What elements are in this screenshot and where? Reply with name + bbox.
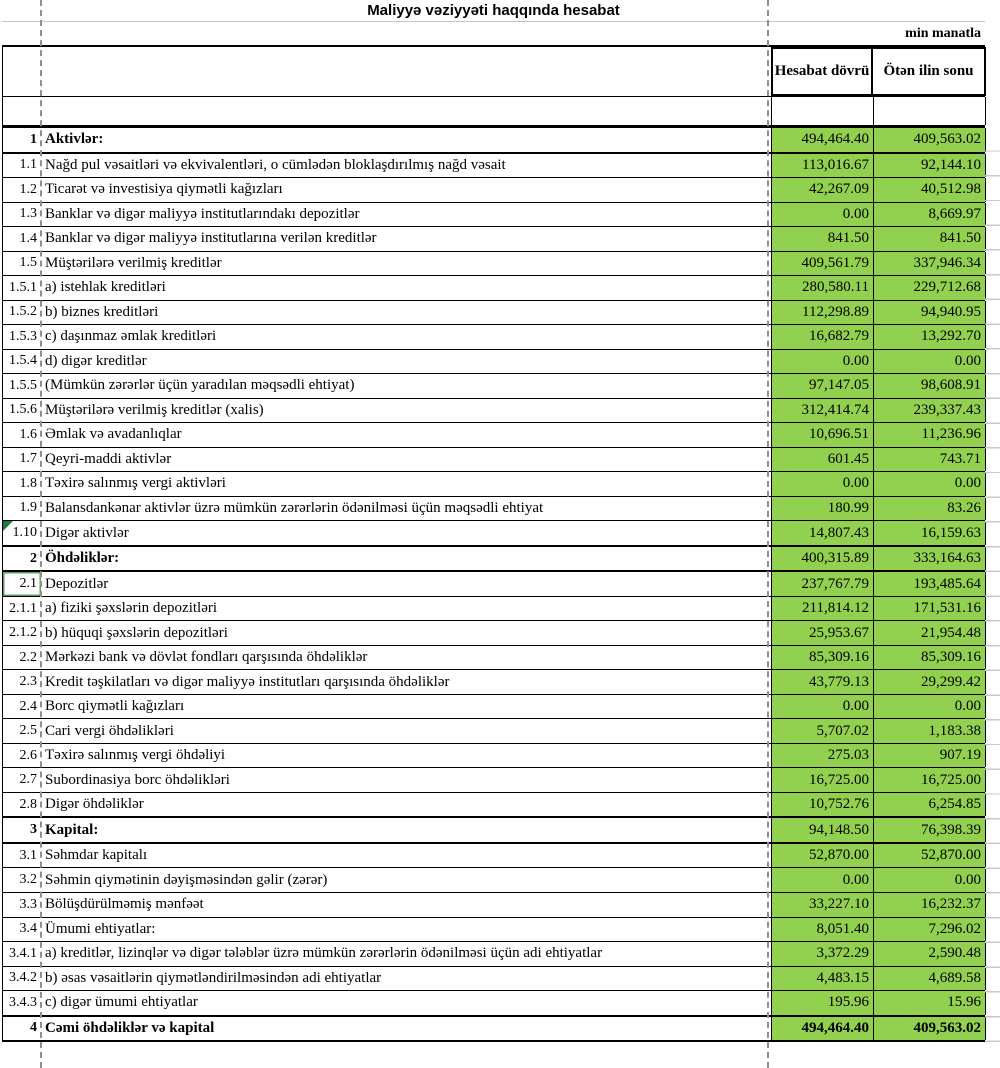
table-row [3,497,985,522]
row-label-cell[interactable]: Əmlak və avadanlıqlar [45,426,182,443]
row-label-cell[interactable]: Aktivlər: [45,131,104,148]
previous-period-cell[interactable]: 85,309.16 [873,646,986,670]
current-period-cell[interactable]: 237,767.79 [771,572,873,596]
row-number-cell[interactable]: 2.1.2 [9,625,37,641]
current-period-cell[interactable]: 3,372.29 [771,942,873,966]
previous-period-cell[interactable]: 4,689.58 [873,967,986,991]
empty-row [2,97,985,127]
previous-period-cell[interactable]: 92,144.10 [873,154,986,178]
row-label-cell[interactable]: Müştərilərə verilmiş kreditlər (xalis) [45,401,264,418]
current-period-cell[interactable]: 280,580.11 [771,276,873,300]
row-number-cell[interactable]: 1 [30,131,37,147]
row-label-cell[interactable]: Subordinasiya borc öhdəlikləri [45,771,230,788]
table-row [3,793,985,818]
row-number-cell[interactable]: 1.9 [19,500,37,516]
row-label-cell[interactable]: Digər aktivlər [45,524,129,541]
table-row [3,893,985,918]
row-number-cell[interactable]: 1.7 [19,451,37,467]
table-row [3,967,985,992]
table-row [3,621,985,646]
row-number-cell[interactable]: 2 [30,550,37,566]
header-current-period[interactable]: Hesabat dövrü [771,47,873,96]
previous-period-cell[interactable]: 333,164.63 [873,547,986,571]
current-period-cell[interactable]: 400,315.89 [771,547,873,571]
row-number-cell[interactable]: 3.4.2 [9,970,37,986]
table-row [3,325,985,350]
previous-period-cell[interactable]: 171,531.16 [873,597,986,621]
previous-period-cell[interactable]: 337,946.34 [873,252,986,276]
row-label-cell[interactable]: Mərkəzi bank və dövlət fondları qarşısında öhdəliklər [45,649,368,666]
row-number-cell[interactable]: 1.5 [19,255,37,271]
current-period-cell[interactable]: 33,227.10 [771,893,873,917]
row-number-cell[interactable]: 3.2 [19,872,37,888]
current-period-cell[interactable]: 275.03 [771,744,873,768]
row-number-cell[interactable]: 1.4 [19,230,37,246]
current-period-cell[interactable]: 601.45 [771,448,873,472]
report-title[interactable]: Maliyyə vəziyyəti haqqında hesabat [367,2,620,19]
page-break-line [40,0,42,1068]
current-period-cell[interactable]: 0.00 [771,868,873,892]
table-row [3,646,985,671]
row-number-cell[interactable]: 2.2 [19,649,37,665]
table-header-row [2,45,985,97]
row-label-cell[interactable]: Müştərilərə verilmiş kreditlər [45,254,222,271]
current-period-cell[interactable]: 25,953.67 [771,621,873,645]
financial-statement-table [2,0,985,1042]
row-label-cell[interactable]: Kapital: [45,821,99,838]
table-row [3,695,985,720]
row-label-cell[interactable]: Qeyri-maddi aktivlər [45,450,172,467]
table-body [2,127,985,1042]
previous-period-cell[interactable]: 907.19 [873,744,986,768]
previous-period-cell[interactable]: 239,337.43 [873,399,986,423]
row-number-cell[interactable]: 3.4.3 [9,994,37,1010]
row-label-cell[interactable]: Digər öhdəliklər [45,796,144,813]
current-period-cell[interactable]: 312,414.74 [771,399,873,423]
row-number-cell[interactable]: 3.3 [19,896,37,912]
row-label-cell[interactable]: d) digər kreditlər [45,352,147,369]
row-number-cell[interactable]: 1.5.5 [9,377,37,393]
previous-period-cell[interactable]: 83.26 [873,497,986,521]
header-previous-period[interactable]: Ötən ilin sonu [873,47,986,96]
row-label-cell[interactable]: Cəmi öhdəliklər və kapital [45,1019,215,1036]
table-row [3,844,985,869]
table-row [3,178,985,203]
table-row [3,276,985,301]
empty-label-cell[interactable] [41,97,771,125]
page-break-line [767,0,769,1068]
header-label-cell[interactable] [41,47,771,96]
current-period-cell[interactable]: 10,752.76 [771,793,873,817]
previous-period-cell[interactable]: 11,236.96 [873,423,986,447]
current-period-cell[interactable]: 0.00 [771,203,873,227]
previous-period-cell[interactable]: 409,563.02 [873,1017,986,1041]
table-row [3,301,985,326]
table-row [3,374,985,399]
current-period-cell[interactable]: 16,682.79 [771,325,873,349]
row-label-cell[interactable]: Borc qiymətli kağızları [45,698,185,715]
row-number-cell[interactable]: 1.5.6 [9,402,37,418]
table-row [3,448,985,473]
row-label-cell[interactable]: Nağd pul vəsaitləri və ekvivalentləri, o cümlədən bloklaşdırılmış nağd vəsait [45,156,506,173]
table-row [3,942,985,967]
current-period-cell[interactable]: 5,707.02 [771,719,873,743]
current-period-cell[interactable]: 0.00 [771,350,873,374]
current-period-cell[interactable]: 113,016.67 [771,154,873,178]
table-row [3,227,985,252]
row-label-cell[interactable]: Ticarət və investisiya qiymətli kağızları [45,181,283,198]
previous-period-cell[interactable]: 6,254.85 [873,793,986,817]
current-period-cell[interactable]: 0.00 [771,695,873,719]
row-label-cell[interactable]: Cari vergi öhdəlikləri [45,722,174,739]
previous-period-cell[interactable]: 8,669.97 [873,203,986,227]
row-number-cell[interactable]: 1.3 [19,206,37,222]
row-label-cell[interactable]: b) əsas vəsaitlərin qiymətləndirilməsindən adi ehtiyatlar [45,969,382,986]
table-row [3,546,985,573]
table-row [3,670,985,695]
current-period-cell[interactable]: 42,267.09 [771,178,873,202]
current-period-cell[interactable]: 211,814.12 [771,597,873,621]
row-number-cell[interactable]: 1.10 [3,521,41,545]
row-label-cell[interactable]: Balansdankənar aktivlər üzrə mümkün zərərlərin ödənilməsi üçün məqsədli ehtiyat [45,499,544,516]
row-label-cell[interactable]: Ümumi ehtiyatlar: [45,920,156,937]
current-period-cell[interactable]: 94,148.50 [771,818,873,842]
table-row [3,991,985,1016]
current-period-cell[interactable]: 180.99 [771,497,873,521]
previous-period-cell[interactable]: 16,232.37 [873,893,986,917]
row-number-cell[interactable]: 3.4 [19,921,37,937]
row-label-cell[interactable]: Öhdəliklər: [45,550,120,567]
row-number-cell[interactable]: 1.5.4 [9,353,37,369]
row-number-cell[interactable]: 3.4.1 [9,945,37,961]
row-label-cell[interactable]: Banklar və digər maliyyə institutlarındakı depozitlər [45,205,360,222]
header-number-cell[interactable] [3,47,41,96]
previous-period-cell[interactable]: 98,608.91 [873,374,986,398]
table-row [3,127,985,154]
table-row [3,597,985,622]
row-number-cell[interactable]: 3 [30,822,37,838]
row-label-cell[interactable]: Kredit təşkilatları və digər maliyyə institutları qarşısında öhdəliklər [45,673,450,690]
row-label-cell[interactable]: b) hüquqi şəxslərin depozitləri [45,624,228,641]
current-period-cell[interactable]: 16,725.00 [771,768,873,792]
previous-period-cell[interactable]: 13,292.70 [873,325,986,349]
table-row [3,350,985,375]
row-number-cell[interactable]: 2.8 [19,796,37,812]
report-title-row [2,0,985,22]
table-row [3,252,985,277]
previous-period-cell[interactable]: 15.96 [873,991,986,1015]
table-row [3,1016,985,1043]
row-number-cell[interactable]: 2.6 [19,747,37,763]
row-number-cell[interactable]: 2.1 [3,572,41,596]
unit-row [2,22,985,45]
table-row [3,868,985,893]
row-number-cell[interactable]: 3.1 [19,847,37,863]
table-row [3,719,985,744]
row-label-cell[interactable]: Səhmin qiymətinin dəyişməsindən gəlir (zərər) [45,871,328,888]
table-row [3,918,985,943]
current-period-cell[interactable]: 97,147.05 [771,374,873,398]
row-number-cell[interactable]: 2.1.1 [9,600,37,616]
previous-period-cell[interactable]: 0.00 [873,695,986,719]
row-number-cell[interactable]: 1.5.3 [9,328,37,344]
empty-current-cell[interactable] [771,97,873,125]
row-label-cell[interactable]: Səhmdar kapitalı [45,847,148,864]
current-period-cell[interactable]: 0.00 [771,472,873,496]
row-label-cell[interactable]: a) fiziki şəxslərin depozitləri [45,600,218,617]
previous-period-cell[interactable]: 409,563.02 [873,128,986,152]
current-period-cell[interactable]: 85,309.16 [771,646,873,670]
current-period-cell[interactable]: 52,870.00 [771,844,873,868]
row-label-cell[interactable]: (Mümkün zərərlər üçün yaradılan məqsədli ehtiyat) [45,377,355,394]
previous-period-cell[interactable]: 7,296.02 [873,918,986,942]
previous-period-cell[interactable]: 52,870.00 [873,844,986,868]
previous-period-cell[interactable]: 76,398.39 [873,818,986,842]
row-number-cell[interactable]: 2.5 [19,723,37,739]
unit-label[interactable]: min manatla [905,25,981,41]
row-label-cell[interactable]: b) biznes kreditləri [45,303,159,320]
previous-period-cell[interactable]: 16,159.63 [873,521,986,545]
empty-number-cell[interactable] [3,97,41,125]
previous-period-cell[interactable]: 29,299.42 [873,670,986,694]
table-row [3,817,985,844]
current-period-cell[interactable]: 841.50 [771,227,873,251]
previous-period-cell[interactable]: 2,590.48 [873,942,986,966]
previous-period-cell[interactable]: 1,183.38 [873,719,986,743]
previous-period-cell[interactable]: 40,512.98 [873,178,986,202]
table-row [3,768,985,793]
previous-period-cell[interactable]: 743.71 [873,448,986,472]
current-period-cell[interactable]: 409,561.79 [771,252,873,276]
current-period-cell[interactable]: 4,483.15 [771,967,873,991]
row-number-cell[interactable]: 1.5.1 [9,279,37,295]
table-row [3,572,985,597]
row-label-cell[interactable]: c) daşınmaz əmlak kreditləri [45,328,217,345]
table-row [3,423,985,448]
row-label-cell[interactable]: Təxirə salınmış vergi aktivləri [45,475,226,492]
table-row [3,399,985,424]
previous-period-cell[interactable]: 193,485.64 [873,572,986,596]
row-label-cell[interactable]: Təxirə salınmış vergi öhdəliyi [45,747,226,764]
current-period-cell[interactable]: 8,051.40 [771,918,873,942]
row-label-cell[interactable]: Bölüşdürülməmiş mənfəət [45,896,204,913]
row-number-cell[interactable]: 2.7 [19,772,37,788]
row-number-cell[interactable]: 1.6 [19,426,37,442]
table-row [3,203,985,228]
row-label-cell[interactable]: Depozitlər [45,575,109,592]
previous-period-cell[interactable]: 0.00 [873,350,986,374]
row-number-cell[interactable]: 1.1 [19,157,37,173]
previous-period-cell[interactable]: 94,940.95 [873,301,986,325]
row-number-cell[interactable]: 2.4 [19,698,37,714]
row-number-cell[interactable]: 4 [30,1020,37,1036]
row-number-cell[interactable]: 2.3 [19,674,37,690]
row-label-cell[interactable]: c) digər ümumi ehtiyatlar [45,994,198,1011]
table-row [3,521,985,546]
row-number-cell[interactable]: 1.2 [19,181,37,197]
current-period-cell[interactable]: 43,779.13 [771,670,873,694]
current-period-cell[interactable]: 14,807.43 [771,521,873,545]
current-period-cell[interactable]: 10,696.51 [771,423,873,447]
row-number-cell[interactable]: 1.8 [19,475,37,491]
row-label-cell[interactable]: Banklar və digər maliyyə institutlarına verilən kreditlər [45,230,377,247]
current-period-cell[interactable]: 112,298.89 [771,301,873,325]
row-number-cell[interactable]: 1.5.2 [9,304,37,320]
current-period-cell[interactable]: 494,464.40 [771,128,873,152]
table-row [3,472,985,497]
table-row [3,744,985,769]
previous-period-cell[interactable]: 841.50 [873,227,986,251]
sheet-gutter [985,127,1000,1042]
empty-previous-cell[interactable] [873,97,986,125]
previous-period-cell[interactable]: 229,712.68 [873,276,986,300]
row-label-cell[interactable]: a) istehlak kreditləri [45,279,166,296]
table-row [3,154,985,179]
previous-period-cell[interactable]: 16,725.00 [873,768,986,792]
current-period-cell[interactable]: 195.96 [771,991,873,1015]
current-period-cell[interactable]: 494,464.40 [771,1017,873,1041]
row-label-cell[interactable]: a) kreditlər, lizinqlər və digər tələblər üzrə mümkün zərərlərin ödənilməsi üçün adi ehtiyatlar [45,945,603,962]
previous-period-cell[interactable]: 0.00 [873,868,986,892]
previous-period-cell[interactable]: 0.00 [873,472,986,496]
previous-period-cell[interactable]: 21,954.48 [873,621,986,645]
